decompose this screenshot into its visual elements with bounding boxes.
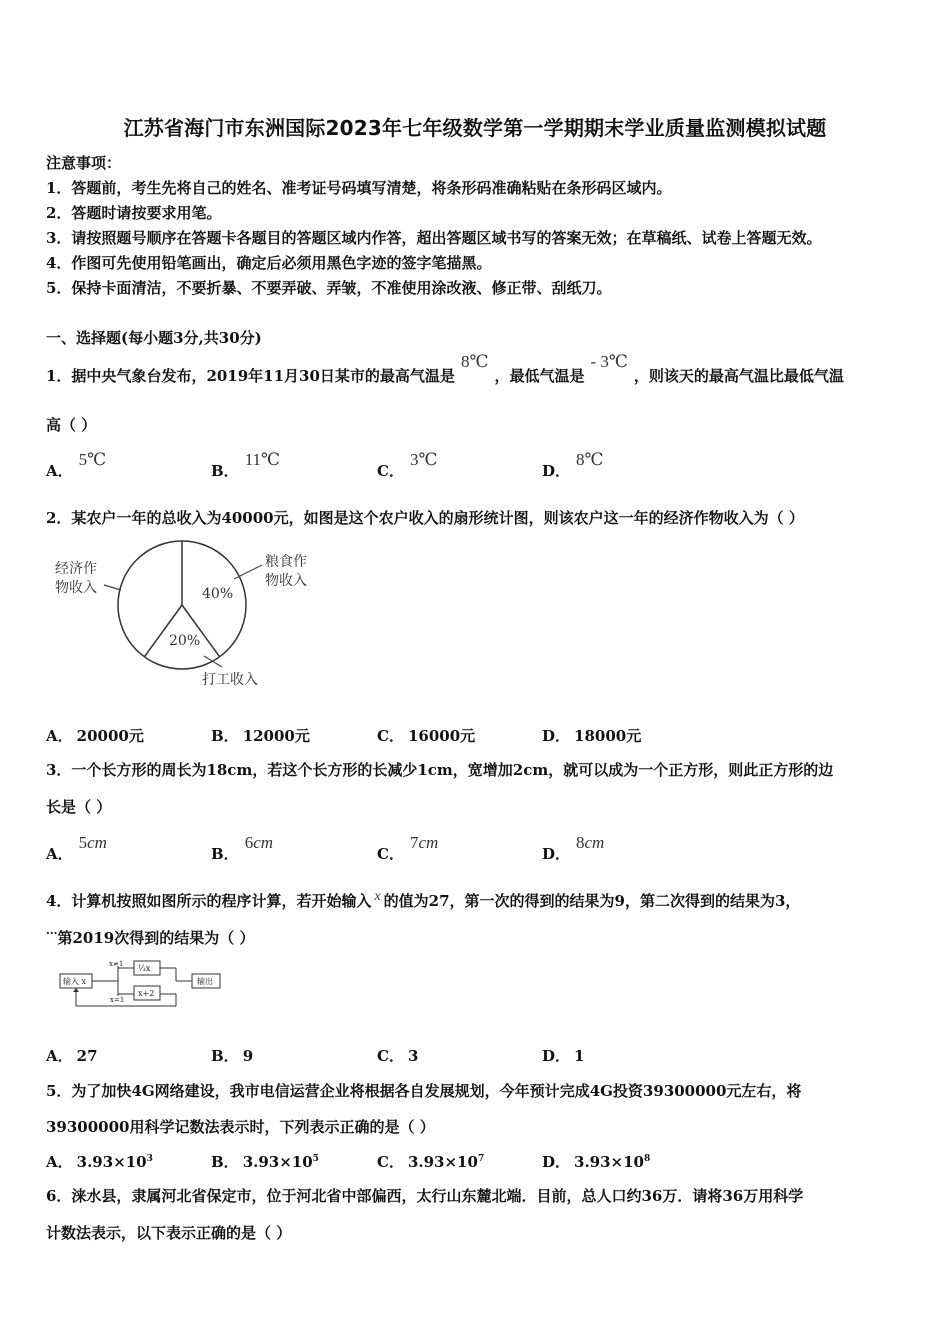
option-value: 11℃ (244, 450, 281, 469)
q4-part1: 4．计算机按照如图所示的程序计算，若开始输入 (46, 892, 372, 910)
question-5-line2: 39300000用科学记数法表示时，下列表示正确的是（ ） (46, 1118, 435, 1136)
option-base: 3.93×10 (242, 1153, 313, 1171)
pie-pct-work: 20% (169, 633, 201, 649)
flow-input-label: 输入 x (63, 977, 87, 986)
pie-label-work: 打工收入 (202, 672, 258, 688)
q4-ellipsis: ··· (46, 927, 58, 940)
notice-item: 5．保持卡面清洁，不要折暴、不要弄破、弄皱，不准使用涂改液、修正带、刮纸刀。 (46, 279, 612, 297)
option-letter: C． (377, 1047, 404, 1065)
option-value: 9 (242, 1047, 254, 1065)
q1-line2: 高（ ） (46, 416, 97, 434)
option-unit: cm (418, 833, 439, 852)
option-value: 3 (407, 1047, 419, 1065)
q5-option-d[interactable] (542, 1151, 650, 1172)
q2-option-c[interactable] (377, 725, 475, 746)
option-unit: cm (87, 833, 107, 852)
q1-low-temp: - 3℃ (590, 352, 628, 371)
option-base: 3.93×10 (574, 1153, 644, 1171)
pie-leader-econ (104, 585, 121, 590)
q1-part3: ，则该天的最高气温比最低气温 (633, 367, 844, 385)
q2-option-d[interactable] (542, 725, 641, 746)
page-title: 江苏省海门市东洲国际2023年七年级数学第一学期期末学业质量监测模拟试题 (123, 116, 827, 140)
question-5-line1: 5．为了加快4G网络建设，我市电信运营企业将根据各自发展规划，今年预计完成4G投资39300000元左右，将 (46, 1082, 802, 1100)
q4-line2-text: 第2019次得到的结果为（ ） (57, 929, 255, 947)
flow-op-top: ⅓x (138, 964, 151, 973)
pie-label-grain-2: 物收入 (265, 573, 307, 589)
q2-option-b[interactable] (211, 725, 310, 746)
option-letter: B． (211, 1047, 239, 1065)
flowchart (58, 958, 228, 1010)
option-letter: D． (542, 845, 571, 863)
q3-option-a[interactable] (46, 833, 107, 864)
question-6-line1: 6．涞水县，隶属河北省保定市，位于河北省中部偏西，太行山东麓北端．目前，总人口约36万．请将36万用科学 (46, 1187, 804, 1205)
option-letter: B． (211, 727, 239, 745)
pie-leader-grain (234, 565, 262, 579)
q3-option-d[interactable] (542, 833, 605, 864)
question-3-line1: 3．一个长方形的周长为18cm，若这个长方形的长减少1cm，宽增加2cm，就可以成为一个正方形，则此正方形的边 (46, 761, 834, 779)
pie-pct-grain: 40% (202, 586, 234, 602)
q4-var: x (374, 889, 381, 904)
option-letter: C． (377, 845, 404, 863)
option-value: 12000元 (242, 727, 310, 745)
option-letter: D． (542, 1047, 571, 1065)
q2-option-a[interactable] (46, 725, 144, 746)
flow-arrow (73, 988, 79, 992)
option-letter: A． (46, 845, 73, 863)
option-letter: C． (377, 462, 404, 480)
q5-option-b[interactable] (211, 1151, 319, 1172)
option-letter: D． (542, 1153, 571, 1171)
option-letter: A． (46, 1047, 73, 1065)
question-4-line2 (46, 927, 254, 948)
pie-label-econ-1: 经济作 (55, 561, 97, 577)
option-num: 8 (576, 833, 585, 852)
option-letter: A． (46, 1153, 73, 1171)
q3-option-c[interactable] (377, 833, 439, 864)
flow-cond-top: x≠1 (109, 960, 124, 968)
q1-high-temp: 8℃ (460, 352, 489, 371)
q1-option-b[interactable] (211, 450, 281, 481)
option-letter: A． (46, 727, 73, 745)
notice-item: 1．答题前，考生先将自己的姓名、准考证号码填写清楚，将条形码准确粘贴在条形码区域内。 (46, 179, 672, 197)
option-base: 3.93×10 (407, 1153, 478, 1171)
option-num: 5 (78, 833, 88, 852)
pie-label-econ-2: 物收入 (55, 580, 97, 596)
flow-cond-bottom: x=1 (110, 996, 125, 1004)
notice-item: 3．请按照题号顺序在答题卡各题目的答题区域内作答，超出答题区域书写的答案无效；在草稿纸、试卷上答题无效。 (46, 229, 822, 247)
option-value: 27 (76, 1047, 98, 1065)
question-6-line2: 计数法表示，以下表示正确的是（ ） (46, 1224, 292, 1242)
option-num: 7 (409, 833, 419, 852)
pie-label-grain-1: 粮食作 (265, 554, 307, 570)
option-letter: D． (542, 462, 571, 480)
option-exp: 8 (644, 1154, 651, 1164)
q4-part2: 的值为27，第一次的得到的结果为9，第二次得到的结果为3， (383, 892, 801, 910)
option-exp: 3 (146, 1154, 153, 1164)
option-letter: B． (211, 462, 239, 480)
flow-output-label: 输出 (197, 977, 213, 986)
option-value: 1 (574, 1047, 585, 1065)
option-unit: cm (584, 833, 605, 852)
question-1-text (46, 352, 844, 386)
pie-chart (46, 535, 326, 695)
option-unit: cm (253, 833, 274, 852)
option-base: 3.93×10 (76, 1153, 147, 1171)
option-value: 8℃ (576, 450, 604, 469)
option-letter: C． (377, 727, 404, 745)
q1-part1: 1．据中央气象台发布，2019年11月30日某市的最高气温是 (46, 367, 455, 385)
notice-item: 2．答题时请按要求用笔。 (46, 204, 222, 222)
question-2-text: 2．某农户一年的总收入为40000元，如图是这个农户收入的扇形统计图，则该农户这一年的经济作物收入为（ ） (46, 509, 804, 527)
option-value: 16000元 (407, 727, 476, 745)
q5-option-c[interactable] (377, 1151, 484, 1172)
q1-option-c[interactable] (377, 450, 438, 481)
notice-heading: 注意事项： (46, 154, 122, 172)
q3-option-b[interactable] (211, 833, 274, 864)
q4-option-b[interactable] (211, 1045, 253, 1066)
option-value: 18000元 (574, 727, 642, 745)
q1-option-a[interactable] (46, 450, 107, 481)
section-heading: 一、选择题(每小题3分,共30分) (46, 329, 262, 347)
question-4-text (46, 890, 800, 911)
option-value: 3℃ (409, 450, 438, 469)
option-value: 5℃ (78, 450, 107, 469)
q1-option-d[interactable] (542, 450, 604, 481)
option-exp: 5 (312, 1154, 319, 1164)
q1-part2: ，最低气温是 (494, 367, 585, 385)
option-letter: B． (211, 1153, 239, 1171)
option-exp: 7 (477, 1154, 485, 1164)
option-letter: C． (377, 1153, 404, 1171)
question-3-line2: 长是（ ） (46, 798, 112, 816)
q4-option-d[interactable] (542, 1045, 584, 1066)
q4-option-a[interactable] (46, 1045, 98, 1066)
option-value: 20000元 (76, 727, 144, 745)
option-letter: D． (542, 727, 571, 745)
notice-item: 4．作图可先使用铅笔画出，确定后必须用黑色字迹的签字笔描黑。 (46, 254, 492, 272)
option-num: 6 (244, 833, 254, 852)
option-letter: B． (211, 845, 239, 863)
option-letter: A． (46, 462, 73, 480)
q4-option-c[interactable] (377, 1045, 418, 1066)
flow-op-bottom: x+2 (138, 989, 155, 998)
q5-option-a[interactable] (46, 1151, 153, 1172)
